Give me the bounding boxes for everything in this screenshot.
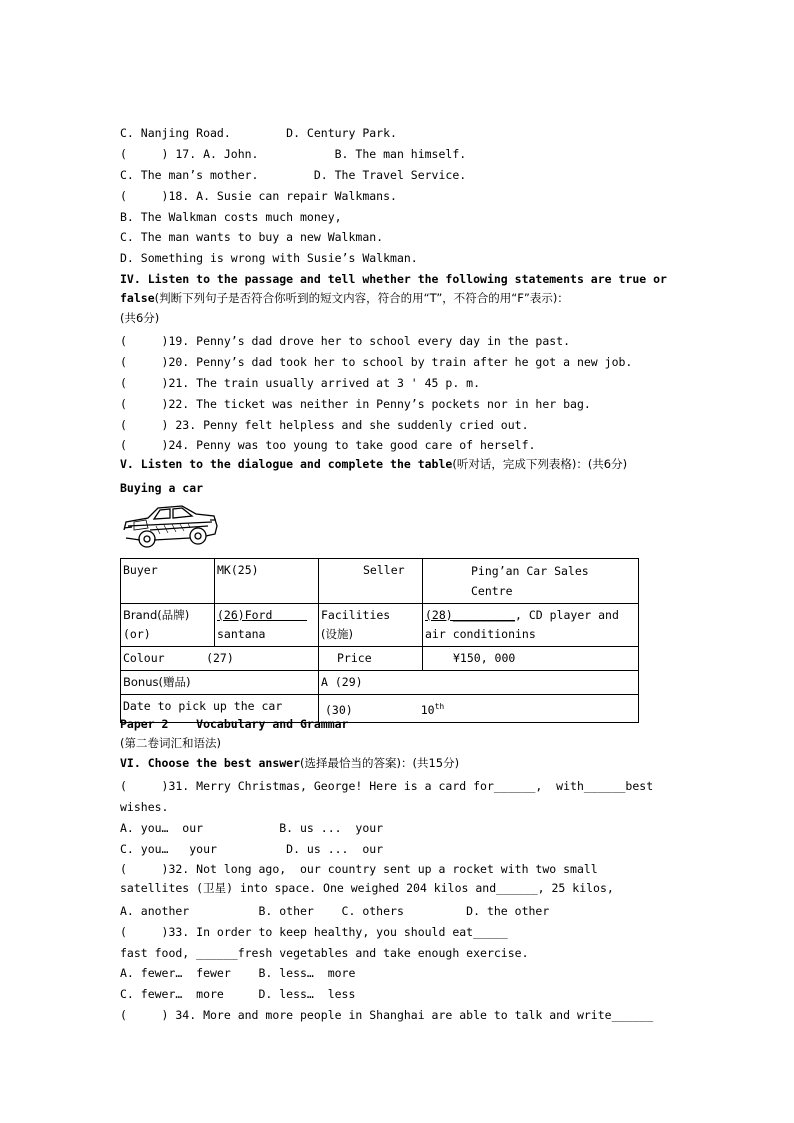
buyer-value: MK(25) [215, 559, 319, 604]
seller-value: Ping’an Car Sales Centre [423, 559, 639, 604]
question-33: ( )33. In order to keep healthy, you should eat_____ [120, 925, 508, 939]
section-6-heading: VI. Choose the best answer(选择最恰当的答案)：(共15分) [120, 756, 460, 770]
price-label: Price [319, 647, 423, 671]
question-23: ( ) 23. Penny felt helpless and she suddenly cried out. [120, 418, 529, 432]
q16-options-cd: C. Nanjing Road. D. Century Park. [120, 126, 397, 140]
car-purchase-table [120, 558, 639, 723]
facilities-label: Facilities (设施) [319, 604, 423, 647]
question-20: ( )20. Penny’s dad took her to school by train after he got a new job. [120, 355, 633, 369]
question-21: ( )21. The train usually arrived at 3 ' 45 p. m. [120, 376, 481, 390]
q33-options-cd: C. fewer… more D. less… less [120, 987, 356, 1001]
table-row [121, 559, 639, 604]
bonus-value: A (29) [319, 671, 639, 695]
q31-options-ab: A. you… our B. us ... your [120, 821, 384, 835]
question-18: ( )18. A. Susie can repair Walkmans. [120, 189, 397, 203]
table-row [121, 604, 639, 647]
question-24: ( )24. Penny was too young to take good care of herself. [120, 438, 536, 452]
q33-options-ab: A. fewer… fewer B. less… more [120, 966, 356, 980]
q17-options-cd: C. The man’s mother. D. The Travel Service. [120, 168, 467, 182]
buying-a-car-title: Buying a car [120, 481, 204, 495]
question-19: ( )19. Penny’s dad drove her to school every day in the past. [120, 334, 571, 348]
q18-option-b: B. The Walkman costs much money, [120, 210, 342, 224]
section-5-heading: V. Listen to the dialogue and complete the table(听对话，完成下列表格)：(共6分) [120, 457, 628, 471]
question-33-cont: fast food, ______fresh vegetables and take enough exercise. [120, 946, 529, 960]
question-22: ( )22. The ticket was neither in Penny’s pockets nor in her bag. [120, 397, 591, 411]
q18-option-d: D. Something is wrong with Susie’s Walkman. [120, 251, 418, 265]
paper-2-heading-cn: (第二卷词汇和语法) [120, 736, 221, 750]
paper-2-heading: Paper 2 Vocabulary and Grammar [120, 717, 349, 731]
table-row [121, 647, 639, 671]
question-34: ( ) 34. More and more people in Shanghai are able to talk and write______ [120, 1008, 654, 1022]
seller-label: Seller [319, 559, 423, 604]
question-32-cont: satellites (卫星) into space. One weighed 204 kilos and______, 25 kilos, [120, 881, 614, 895]
question-17: ( ) 17. A. John. B. The man himself. [120, 147, 467, 161]
section-4-heading: IV. Listen to the passage and tell whether the following statements are true or [120, 272, 667, 286]
car-illustration [120, 500, 220, 552]
q32-options: A. another B. other C. others D. the other [120, 904, 550, 918]
bonus-label: Bonus(赠品) [121, 671, 319, 695]
question-32: ( )32. Not long ago, our country sent up a rocket with two small [120, 862, 598, 876]
q18-option-c: C. The man wants to buy a new Walkman. [120, 230, 384, 244]
question-31: ( )31. Merry Christmas, George! Here is a card for______, with______best [120, 779, 654, 793]
table-row [121, 671, 639, 695]
brand-label: Brand(品牌) (or) [121, 604, 215, 647]
section-4-heading-line2: false(判断下列句子是否符合你听到的短文内容，符合的用“T”，不符合的用“F”表示)： [120, 291, 569, 305]
buyer-label: Buyer [121, 559, 215, 604]
section-4-points: (共6分) [120, 311, 160, 325]
date-label: Date to pick up the car [121, 695, 319, 723]
question-31-cont: wishes. [120, 800, 169, 814]
q31-options-cd: C. you… your D. us ... our [120, 842, 384, 856]
price-value: ¥150, 000 [423, 647, 639, 671]
colour-label: Colour (27) [121, 647, 319, 671]
facilities-value: (28)_________, CD player and air conditionins [423, 604, 639, 647]
date-value: (30) 10th [319, 695, 639, 723]
brand-value: (26)Ford santana [215, 604, 319, 647]
